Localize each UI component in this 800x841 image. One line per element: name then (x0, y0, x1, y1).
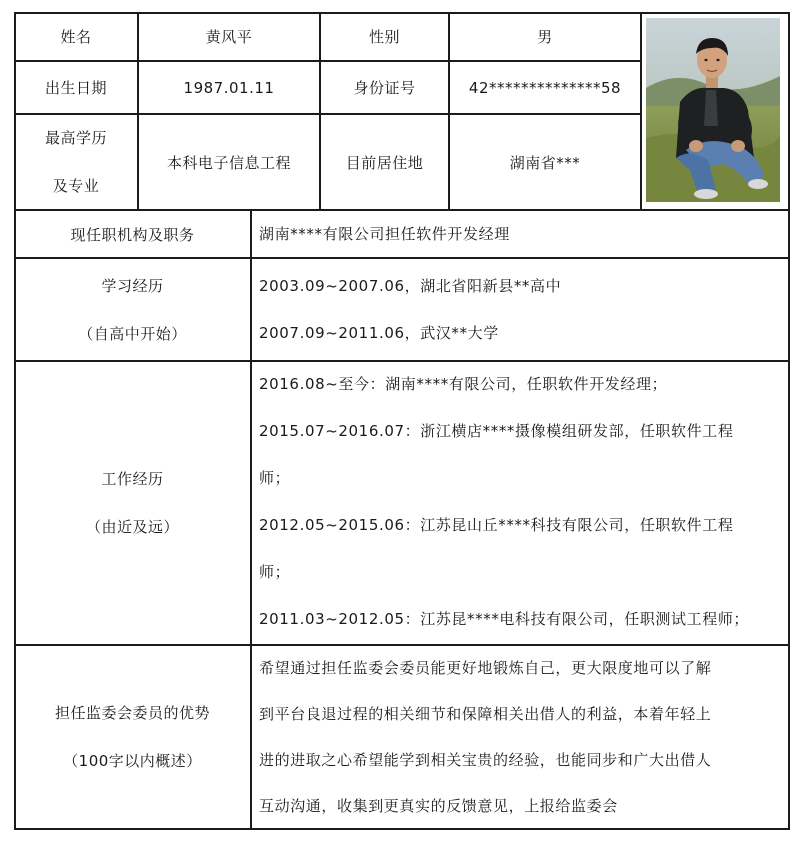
advantage-line: 互动沟通，收集到更真实的反馈意见，上报给监委会 (259, 797, 618, 815)
work-line: 2011.03~2012.05：江苏昆****电科技有限公司，任职测试工程师； (259, 610, 750, 628)
study-entry: 2003.09~2007.06，湖北省阳新县**高中 (259, 277, 562, 295)
advantage-line: 希望通过担任监委会委员能更好地锻炼自己，更大限度地可以了解 (259, 659, 712, 677)
advantage-line: 到平台良退过程的相关细节和保障相关出借人的利益，本着年轻上 (259, 705, 712, 723)
advantage-label (14, 645, 251, 829)
work-label (14, 361, 251, 645)
name-label: 姓名 (60, 28, 92, 46)
education-label-line1: 最高学历 (44, 129, 107, 147)
advantage-text (251, 645, 788, 829)
study-entry: 2007.09~2011.06，武汉**大学 (259, 324, 499, 342)
study-label-line2: （自高中开始） (78, 324, 187, 343)
current-position-value (251, 210, 788, 258)
person-photo (646, 18, 780, 202)
study-entries (251, 263, 788, 359)
person-photo-icon (646, 18, 780, 202)
advantage-label-line2: （100字以内概述） (63, 752, 202, 770)
residence-label: 目前居住地 (345, 153, 424, 172)
study-label (14, 258, 251, 361)
education-label (14, 114, 138, 210)
education-label-line2: 及专业 (52, 177, 100, 195)
work-label-line1: 工作经历 (101, 470, 164, 488)
work-line: 2015.07~2016.07：浙江横店****摄像模组研发部，任职软件工程 (259, 422, 734, 440)
work-label-line2: （由近及远） (85, 518, 179, 536)
name-value: 黄风平 (205, 28, 253, 46)
border-line (788, 12, 790, 830)
gender-value: 男 (537, 28, 553, 46)
gender-label: 性别 (368, 28, 400, 46)
residence-value: 湖南省*** (509, 153, 581, 172)
work-line: 师； (259, 469, 291, 487)
advantage-label-line1: 担任监委会委员的优势 (54, 704, 210, 722)
resume-form (14, 12, 790, 830)
id-value: 42**************58 (468, 78, 622, 97)
advantage-line: 进的进取之心希望能学到相关宝贵的经验，也能同步和广大出借人 (259, 751, 712, 769)
work-line: 2016.08~至今：湖南****有限公司，任职软件开发经理； (259, 375, 668, 393)
birth-value: 1987.01.11 (183, 78, 275, 97)
work-entries (251, 361, 788, 645)
current-position-text: 湖南****有限公司担任软件开发经理 (259, 225, 510, 243)
work-line: 2012.05~2015.06：江苏昆山丘****科技有限公司，任职软件工程 (259, 516, 734, 534)
work-line: 师； (259, 563, 291, 581)
study-label-line1: 学习经历 (101, 276, 164, 295)
current-position-label: 现任职机构及职务 (70, 225, 195, 244)
id-label: 身份证号 (353, 79, 416, 97)
birth-label: 出生日期 (44, 79, 107, 97)
education-value: 本科电子信息工程 (166, 153, 291, 172)
